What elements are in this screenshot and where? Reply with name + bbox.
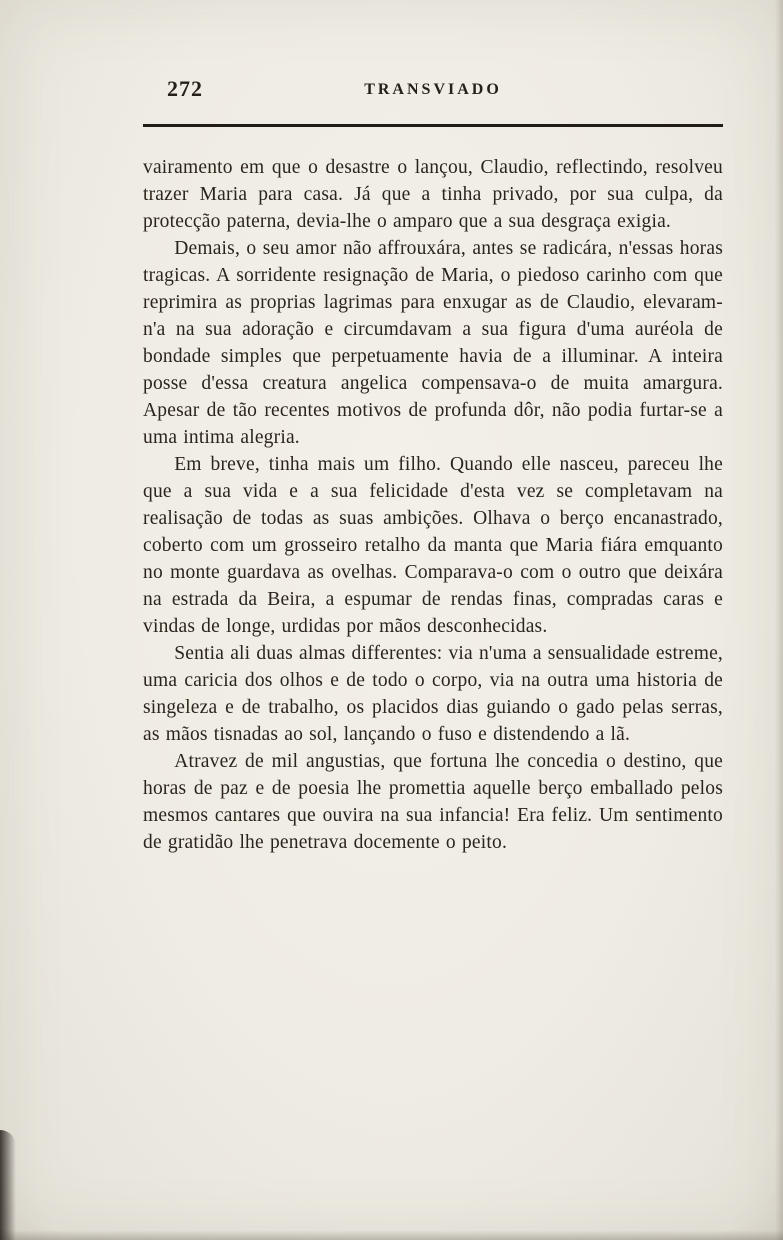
- paragraph: vairamento em que o desastre o lançou, Claudio, reflectindo, resolveu trazer Maria para casa. Já que a tinha privado, por sua culpa, da protecção paterna, devia-lhe o amparo que a sua desgraça exigia.: [143, 157, 723, 232]
- header-rule: [143, 124, 723, 127]
- text-block: [143, 74, 723, 856]
- scan-edge-right: [775, 0, 783, 1240]
- paragraph: Demais, o seu amor não affrouxára, antes se radicára, n'essas horas tragicas. A sorridente resignação de Maria, o piedoso carinho com que reprimira as proprias lagrimas para enxugar as de Claudio, elevaram-n'a na sua adoração e circumdavam a sua figura d'uma auréola de bondade simples que perpetuamente havia de a illuminar. A inteira posse d'essa creatura angelica compensava-o de muita amargura. Apesar de tão recentes motivos de profunda dôr, não podia furtar-se a uma intima alegria.: [143, 238, 723, 448]
- page-body: [143, 154, 723, 856]
- page-header: [143, 74, 723, 108]
- scan-edge-corner: [0, 1130, 16, 1240]
- paragraph: Atravez de mil angustias, que fortuna lhe concedia o destino, que horas de paz e de poesia lhe promettia aquelle berço emballado pelos mesmos cantares que ouvira na sua infancia! Era feliz. Um sentimento de gratidão lhe penetrava docemente o peito.: [143, 751, 723, 853]
- paragraph: Sentia ali duas almas differentes: via n'uma a sensualidade estreme, uma caricia dos olhos e de todo o corpo, via na outra uma historia de singeleza e de trabalho, os placidos dias guiando o gado pelas serras, as mãos tisnadas ao sol, lançando o fuso e distendendo a lã.: [143, 643, 724, 745]
- scan-edge-bottom: [0, 1230, 783, 1240]
- paragraph: Em breve, tinha mais um filho. Quando elle nasceu, pareceu lhe que a sua vida e a sua felicidade d'esta vez se completavam na realisação de todas as suas ambições. Olhava o berço encanastrado, coberto com um grosseiro retalho da manta que Maria fiára emquanto no monte guardava as ovelhas. Comparava-o com o outro que deixára na estrada da Beira, a espumar de rendas finas, compradas caras e vindas de longe, urdidas por mãos desconhecidas.: [143, 454, 723, 637]
- page-number: 272: [167, 76, 203, 101]
- running-title: TRANSVIADO: [364, 81, 502, 98]
